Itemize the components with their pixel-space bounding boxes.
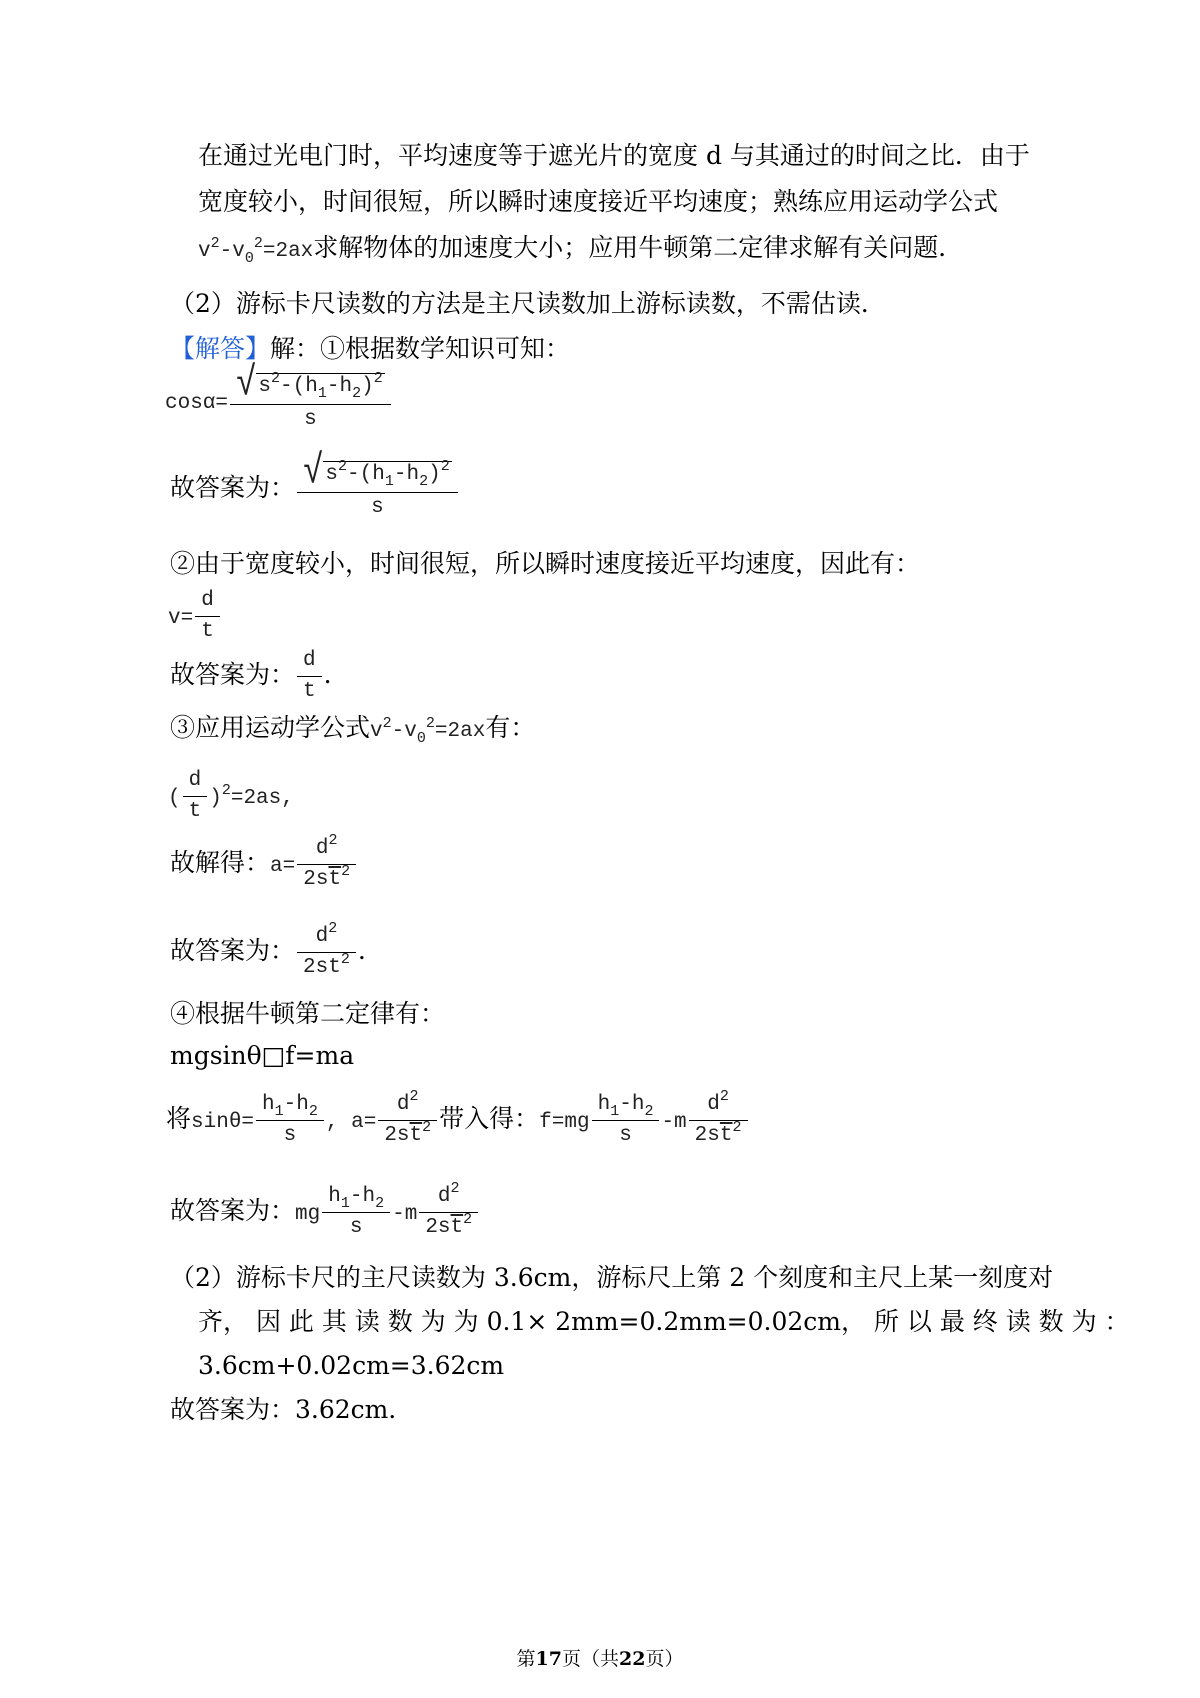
step-2: ②由于宽度较小，时间很短，所以瞬时速度接近平均速度，因此有： xyxy=(170,549,921,578)
para1-line3-text: 求解物体的加速度大小；应用牛顿第二定律求解有关问题． xyxy=(313,233,964,262)
final-answer: 故答案为：3.62cm． xyxy=(170,1395,414,1424)
solve-label: 故解得： xyxy=(170,848,271,877)
velocity-formula: v= $\frac{d}{t}$ xyxy=(168,588,222,645)
para1-line1: 在通过光电门时，平均速度等于遮光片的宽度 d 与其通过的时间之比．由于 xyxy=(198,141,1030,170)
answer-label: 故答案为： xyxy=(170,473,296,502)
step3-post: 有： xyxy=(485,713,536,742)
kinematics-formula: $v^2-v_0^2=2ax$ xyxy=(198,235,314,267)
answer-tag: 【解答】 xyxy=(170,334,271,363)
answer-4: 故答案为：mg $\frac{h_1-h_2}{s}$ -m $\frac{d^2}{2s\overline{t}^2}$ xyxy=(170,1184,480,1241)
final-para-line2: 齐， 因 此 其 读 数 为 为 0.1× 2mm=0.2mm=0.02cm， 所 以 最 终 读 数 为 ： xyxy=(198,1307,1130,1336)
total-pages: 22 xyxy=(619,1648,646,1670)
step3-pre: ③应用运动学公式 xyxy=(170,713,371,742)
para2: （2）游标卡尺读数的方法是主尺读数加上游标读数，不需估读． xyxy=(170,289,886,318)
solve-line: 故解得：a= $\frac{d^2}{2s\overline{t}^2}$ xyxy=(170,836,358,893)
para1-line2: 宽度较小，时间很短，所以瞬时速度接近平均速度；熟练应用运动学公式 xyxy=(198,187,999,216)
answer-2: 故答案为： $\frac{d}{t}$ . xyxy=(170,649,332,703)
para1-line3 xyxy=(198,232,963,268)
page-number: 17 xyxy=(535,1648,562,1670)
newton-equation: mgsinθ□f=ma xyxy=(170,1041,355,1070)
final-para-line1: （2）游标卡尺的主尺读数为 3.6cm，游标尺上第 2 个刻度和主尺上某一刻度对 xyxy=(170,1263,1054,1292)
answer-label: 故答案为： xyxy=(170,660,296,689)
step-3: ③应用运动学公式$v^2-v_0^2=2ax$有： xyxy=(170,713,536,747)
page-footer: 第17页（共22页） xyxy=(516,1648,684,1670)
answer-label: 故答案为： xyxy=(170,936,296,965)
answer-label: 故答案为： xyxy=(170,1196,296,1225)
answer-3: 故答案为： $\frac{d^2}{2st^2}$ . xyxy=(170,920,366,979)
answer-1: 故答案为： √ $s^2-(h_1-h_2)^2$ s xyxy=(170,458,460,521)
step-4: ④根据牛顿第二定律有： xyxy=(170,999,446,1028)
substitute-pre: 将 xyxy=(166,1104,192,1133)
final-para-line3: 3.6cm+0.02cm=3.62cm xyxy=(198,1351,505,1380)
cos-formula: cosα= √ $s^2-(h_1-h_2)^2$ s xyxy=(165,370,393,433)
squared-eq: ( $\frac{d}{t}$ )$^2$=2as, xyxy=(168,769,294,823)
answer-intro-line xyxy=(170,333,570,365)
substitute-mid: 带入得： xyxy=(439,1104,540,1133)
answer-intro: 解：①根据数学知识可知： xyxy=(270,334,571,363)
substitute-line: 将sinθ= $\frac{h_1-h_2}{s}$ , a= $\frac{d^2}{2s\overline{t}^2}$ 带入得：f=mg $\frac{h_1-h_2}{s}$ -m $\frac{d^2}{2s\overline{t}^2}$ xyxy=(166,1092,750,1149)
